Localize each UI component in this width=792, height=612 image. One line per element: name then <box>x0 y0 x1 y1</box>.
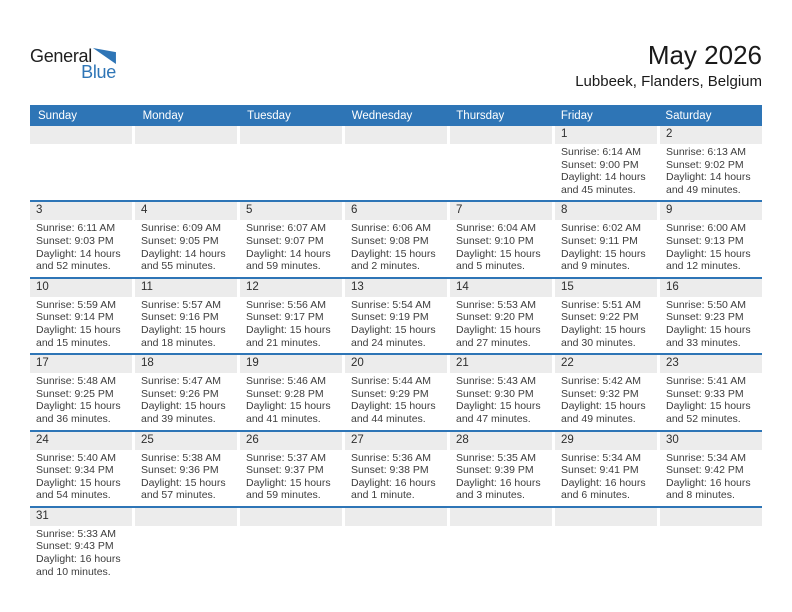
sunrise-text: Sunrise: 5:53 AM <box>456 298 536 311</box>
day-number: 31 <box>30 508 132 526</box>
day-cell <box>240 279 342 353</box>
daylight-text-line1: Daylight: 14 hours <box>246 247 331 260</box>
empty-day-cell <box>450 126 552 200</box>
sunrise-text: Sunrise: 5:34 AM <box>561 451 641 464</box>
day-number: 16 <box>660 279 762 297</box>
title-block <box>575 40 762 90</box>
day-cell <box>345 279 447 353</box>
sunrise-text: Sunrise: 5:35 AM <box>456 451 536 464</box>
day-cell <box>555 355 657 429</box>
daylight-text-line1: Daylight: 15 hours <box>666 323 751 336</box>
sunrise-text: Sunrise: 5:43 AM <box>456 375 536 388</box>
weekday-header-tuesday: Tuesday <box>247 109 291 122</box>
page-title: May 2026 <box>647 40 762 70</box>
empty-day-cell <box>240 126 342 200</box>
sunrise-text: Sunrise: 5:37 AM <box>246 451 326 464</box>
daylight-text-line2: and 54 minutes. <box>36 489 111 502</box>
day-cell <box>450 202 552 276</box>
daylight-text-line2: and 27 minutes. <box>456 336 531 349</box>
daylight-text-line2: and 41 minutes. <box>246 412 321 425</box>
day-number: 4 <box>135 202 237 220</box>
daylight-text-line1: Daylight: 15 hours <box>36 400 121 413</box>
day-details <box>30 220 132 276</box>
sunset-text: Sunset: 9:11 PM <box>561 234 638 247</box>
day-number: 6 <box>345 202 447 220</box>
sunrise-text: Sunrise: 5:47 AM <box>141 375 221 388</box>
day-details <box>660 373 762 429</box>
day-number: 7 <box>450 202 552 220</box>
daylight-text-line1: Daylight: 14 hours <box>36 247 121 260</box>
empty-day-cell <box>345 508 447 582</box>
day-details <box>135 373 237 429</box>
day-details <box>135 450 237 506</box>
daylight-text-line2: and 24 minutes. <box>351 336 426 349</box>
day-cell <box>240 355 342 429</box>
daylight-text-line1: Daylight: 14 hours <box>561 171 646 184</box>
daylight-text-line1: Daylight: 15 hours <box>351 400 436 413</box>
day-cell <box>450 279 552 353</box>
day-cell <box>660 355 762 429</box>
sunset-text: Sunset: 9:26 PM <box>141 387 219 400</box>
week-row <box>30 432 762 508</box>
day-number: 17 <box>30 355 132 373</box>
weekday-header-wednesday: Wednesday <box>351 109 413 122</box>
day-details <box>450 297 552 353</box>
day-cell <box>30 202 132 276</box>
sunrise-text: Sunrise: 6:09 AM <box>141 222 221 235</box>
sunrise-text: Sunrise: 6:11 AM <box>36 222 116 235</box>
sunrise-text: Sunrise: 5:40 AM <box>36 451 116 464</box>
sunset-text: Sunset: 9:03 PM <box>36 234 114 247</box>
daylight-text-line2: and 2 minutes. <box>351 260 420 273</box>
sunrise-text: Sunrise: 5:46 AM <box>246 375 326 388</box>
daylight-text-line2: and 45 minutes. <box>561 183 636 196</box>
sunset-text: Sunset: 9:30 PM <box>456 387 534 400</box>
sunset-text: Sunset: 9:19 PM <box>351 311 429 324</box>
daylight-text-line1: Daylight: 16 hours <box>351 476 436 489</box>
empty-day-cell <box>240 508 342 582</box>
sunrise-text: Sunrise: 6:06 AM <box>351 222 431 235</box>
day-cell <box>30 279 132 353</box>
daylight-text-line1: Daylight: 15 hours <box>246 476 331 489</box>
sunset-text: Sunset: 9:39 PM <box>456 464 534 477</box>
day-details <box>660 450 762 506</box>
sunset-text: Sunset: 9:07 PM <box>246 234 324 247</box>
day-number: 15 <box>555 279 657 297</box>
day-number <box>30 126 132 144</box>
day-details <box>660 220 762 276</box>
day-number: 20 <box>345 355 447 373</box>
daylight-text-line2: and 12 minutes. <box>666 260 741 273</box>
daylight-text-line2: and 52 minutes. <box>36 260 111 273</box>
daylight-text-line1: Daylight: 14 hours <box>666 171 751 184</box>
sunrise-text: Sunrise: 6:13 AM <box>666 146 746 158</box>
sunset-text: Sunset: 9:23 PM <box>666 311 744 324</box>
daylight-text-line1: Daylight: 16 hours <box>666 476 751 489</box>
day-details <box>450 373 552 429</box>
day-cell <box>555 126 657 200</box>
day-details <box>555 526 657 532</box>
day-number <box>555 508 657 526</box>
weekday-header-friday: Friday <box>560 109 593 122</box>
day-cell <box>450 355 552 429</box>
day-cell <box>30 355 132 429</box>
sunrise-text: Sunrise: 5:59 AM <box>36 298 116 311</box>
sunset-text: Sunset: 9:38 PM <box>351 464 429 477</box>
daylight-text-line1: Daylight: 16 hours <box>561 476 646 489</box>
day-cell <box>30 432 132 506</box>
sunrise-text: Sunrise: 5:48 AM <box>36 375 116 388</box>
day-number: 8 <box>555 202 657 220</box>
sunset-text: Sunset: 9:37 PM <box>246 464 324 477</box>
day-number: 14 <box>450 279 552 297</box>
sunset-text: Sunset: 9:22 PM <box>561 311 639 324</box>
day-number: 19 <box>240 355 342 373</box>
day-details <box>135 526 237 532</box>
day-details <box>30 526 132 582</box>
day-number: 25 <box>135 432 237 450</box>
daylight-text-line2: and 10 minutes. <box>36 565 111 578</box>
daylight-text-line2: and 5 minutes. <box>456 260 525 273</box>
daylight-text-line1: Daylight: 15 hours <box>141 323 226 336</box>
daylight-text-line1: Daylight: 15 hours <box>36 323 121 336</box>
empty-day-cell <box>135 126 237 200</box>
sunset-text: Sunset: 9:29 PM <box>351 387 429 400</box>
daylight-text-line2: and 30 minutes. <box>561 336 636 349</box>
day-details <box>240 450 342 506</box>
weekday-header-sunday: Sunday <box>38 109 78 122</box>
day-cell <box>345 202 447 276</box>
daylight-text-line1: Daylight: 15 hours <box>561 323 646 336</box>
weekday-header-saturday: Saturday <box>665 109 712 122</box>
daylight-text-line2: and 49 minutes. <box>561 412 636 425</box>
day-number: 26 <box>240 432 342 450</box>
daylight-text-line2: and 15 minutes. <box>36 336 111 349</box>
day-number: 18 <box>135 355 237 373</box>
sunset-text: Sunset: 9:00 PM <box>561 158 639 171</box>
sunset-text: Sunset: 9:41 PM <box>561 464 639 477</box>
sunrise-text: Sunrise: 5:42 AM <box>561 375 641 388</box>
sunset-text: Sunset: 9:02 PM <box>666 158 744 171</box>
weekday-header-monday: Monday <box>142 109 184 122</box>
sunset-text: Sunset: 9:05 PM <box>141 234 219 247</box>
week-row <box>30 202 762 278</box>
sunrise-text: Sunrise: 5:50 AM <box>666 298 746 311</box>
daylight-text-line1: Daylight: 15 hours <box>141 476 226 489</box>
daylight-text-line2: and 9 minutes. <box>561 260 630 273</box>
day-number: 3 <box>30 202 132 220</box>
sunrise-text: Sunrise: 5:36 AM <box>351 451 431 464</box>
sunrise-text: Sunrise: 6:04 AM <box>456 222 536 235</box>
page-header <box>30 40 762 98</box>
daylight-text-line2: and 44 minutes. <box>351 412 426 425</box>
weekday-header-row <box>30 105 762 126</box>
day-cell <box>345 355 447 429</box>
daylight-text-line2: and 3 minutes. <box>456 489 525 502</box>
day-number: 1 <box>555 126 657 144</box>
daylight-text-line1: Daylight: 15 hours <box>456 323 541 336</box>
sunset-text: Sunset: 9:13 PM <box>666 234 744 247</box>
empty-day-cell <box>30 126 132 200</box>
empty-day-cell <box>135 508 237 582</box>
day-details <box>135 297 237 353</box>
daylight-text-line2: and 52 minutes. <box>666 412 741 425</box>
daylight-text-line1: Daylight: 16 hours <box>36 553 121 566</box>
week-row <box>30 126 762 202</box>
day-number <box>240 126 342 144</box>
day-details <box>135 220 237 276</box>
day-details <box>555 297 657 353</box>
day-number: 29 <box>555 432 657 450</box>
sunset-text: Sunset: 9:32 PM <box>561 387 639 400</box>
sunset-text: Sunset: 9:42 PM <box>666 464 744 477</box>
sunrise-text: Sunrise: 6:02 AM <box>561 222 641 235</box>
week-row <box>30 355 762 431</box>
day-number <box>135 126 237 144</box>
daylight-text-line2: and 57 minutes. <box>141 489 216 502</box>
day-details <box>555 144 657 200</box>
day-cell <box>660 432 762 506</box>
daylight-text-line1: Daylight: 15 hours <box>36 476 121 489</box>
day-number <box>135 508 237 526</box>
day-details <box>30 144 132 150</box>
logo-text-blue: Blue <box>81 62 116 82</box>
daylight-text-line1: Daylight: 15 hours <box>141 400 226 413</box>
empty-day-cell <box>450 508 552 582</box>
day-number <box>450 508 552 526</box>
day-number: 23 <box>660 355 762 373</box>
day-details <box>240 144 342 150</box>
day-number: 2 <box>660 126 762 144</box>
day-details <box>450 526 552 532</box>
day-number: 13 <box>345 279 447 297</box>
week-row <box>30 279 762 355</box>
day-cell <box>660 126 762 200</box>
sunset-text: Sunset: 9:34 PM <box>36 464 114 477</box>
day-details <box>345 144 447 150</box>
day-details <box>240 373 342 429</box>
daylight-text-line1: Daylight: 16 hours <box>456 476 541 489</box>
sunset-text: Sunset: 9:17 PM <box>246 311 324 324</box>
sunset-text: Sunset: 9:33 PM <box>666 387 744 400</box>
week-row <box>30 508 762 582</box>
sunrise-text: Sunrise: 5:33 AM <box>36 527 116 540</box>
empty-day-cell <box>555 508 657 582</box>
daylight-text-line2: and 1 minute. <box>351 489 415 502</box>
day-cell <box>240 202 342 276</box>
day-details <box>30 450 132 506</box>
daylight-text-line2: and 8 minutes. <box>666 489 735 502</box>
day-cell <box>345 432 447 506</box>
day-details <box>660 297 762 353</box>
day-cell <box>240 432 342 506</box>
daylight-text-line1: Daylight: 15 hours <box>666 400 751 413</box>
day-number <box>345 126 447 144</box>
sunrise-text: Sunrise: 6:00 AM <box>666 222 746 235</box>
day-cell <box>660 279 762 353</box>
day-details <box>450 144 552 150</box>
day-number <box>240 508 342 526</box>
daylight-text-line2: and 59 minutes. <box>246 260 321 273</box>
day-number: 10 <box>30 279 132 297</box>
sunrise-text: Sunrise: 6:14 AM <box>561 146 641 158</box>
day-number: 11 <box>135 279 237 297</box>
day-number: 9 <box>660 202 762 220</box>
daylight-text-line2: and 33 minutes. <box>666 336 741 349</box>
day-details <box>240 526 342 532</box>
day-details <box>555 450 657 506</box>
day-cell <box>30 508 132 582</box>
day-cell <box>555 202 657 276</box>
daylight-text-line1: Daylight: 15 hours <box>351 247 436 260</box>
day-cell <box>135 202 237 276</box>
sunset-text: Sunset: 9:20 PM <box>456 311 534 324</box>
day-number <box>660 508 762 526</box>
day-cell <box>555 432 657 506</box>
day-details <box>345 220 447 276</box>
daylight-text-line1: Daylight: 15 hours <box>561 247 646 260</box>
day-number: 28 <box>450 432 552 450</box>
day-details <box>135 144 237 150</box>
daylight-text-line2: and 49 minutes. <box>666 183 741 196</box>
page-subtitle: Lubbeek, Flanders, Belgium <box>575 73 762 90</box>
day-cell <box>555 279 657 353</box>
day-details <box>345 297 447 353</box>
day-details <box>30 373 132 429</box>
empty-day-cell <box>345 126 447 200</box>
day-number: 21 <box>450 355 552 373</box>
day-number: 12 <box>240 279 342 297</box>
weekday-header-thursday: Thursday <box>456 109 505 122</box>
daylight-text-line1: Daylight: 15 hours <box>561 400 646 413</box>
day-details <box>345 373 447 429</box>
day-details <box>660 144 762 200</box>
daylight-text-line1: Daylight: 15 hours <box>246 323 331 336</box>
day-details <box>450 220 552 276</box>
day-details <box>555 220 657 276</box>
day-cell <box>135 355 237 429</box>
day-details <box>555 373 657 429</box>
daylight-text-line2: and 18 minutes. <box>141 336 216 349</box>
daylight-text-line2: and 39 minutes. <box>141 412 216 425</box>
sunset-text: Sunset: 9:10 PM <box>456 234 534 247</box>
empty-day-cell <box>660 508 762 582</box>
day-details <box>345 526 447 532</box>
sunset-text: Sunset: 9:16 PM <box>141 311 219 324</box>
daylight-text-line2: and 6 minutes. <box>561 489 630 502</box>
general-blue-logo <box>30 46 116 83</box>
sunset-text: Sunset: 9:36 PM <box>141 464 219 477</box>
day-details <box>345 450 447 506</box>
daylight-text-line1: Daylight: 15 hours <box>666 247 751 260</box>
sunset-text: Sunset: 9:14 PM <box>36 311 114 324</box>
daylight-text-line1: Daylight: 15 hours <box>246 400 331 413</box>
day-details <box>30 297 132 353</box>
sunrise-text: Sunrise: 5:34 AM <box>666 451 746 464</box>
day-number: 5 <box>240 202 342 220</box>
logo-text-general: General <box>30 46 92 66</box>
day-cell <box>450 432 552 506</box>
day-details <box>240 297 342 353</box>
day-number <box>345 508 447 526</box>
calendar-grid <box>30 126 762 582</box>
day-number: 30 <box>660 432 762 450</box>
daylight-text-line2: and 59 minutes. <box>246 489 321 502</box>
sunrise-text: Sunrise: 5:41 AM <box>666 375 746 388</box>
day-cell <box>135 279 237 353</box>
daylight-text-line1: Daylight: 15 hours <box>351 323 436 336</box>
day-details <box>240 220 342 276</box>
day-number: 27 <box>345 432 447 450</box>
sunrise-text: Sunrise: 5:54 AM <box>351 298 431 311</box>
day-number: 24 <box>30 432 132 450</box>
sunset-text: Sunset: 9:43 PM <box>36 540 114 553</box>
day-cell <box>135 432 237 506</box>
sunrise-text: Sunrise: 5:44 AM <box>351 375 431 388</box>
sunset-text: Sunset: 9:25 PM <box>36 387 114 400</box>
sunrise-text: Sunrise: 5:56 AM <box>246 298 326 311</box>
daylight-text-line2: and 21 minutes. <box>246 336 321 349</box>
day-details <box>660 526 762 532</box>
daylight-text-line2: and 55 minutes. <box>141 260 216 273</box>
sunset-text: Sunset: 9:28 PM <box>246 387 324 400</box>
sunset-text: Sunset: 9:08 PM <box>351 234 429 247</box>
sunrise-text: Sunrise: 5:51 AM <box>561 298 641 311</box>
daylight-text-line1: Daylight: 15 hours <box>456 400 541 413</box>
daylight-text-line2: and 47 minutes. <box>456 412 531 425</box>
day-number: 22 <box>555 355 657 373</box>
daylight-text-line1: Daylight: 14 hours <box>141 247 226 260</box>
sunrise-text: Sunrise: 6:07 AM <box>246 222 326 235</box>
sunrise-text: Sunrise: 5:57 AM <box>141 298 221 311</box>
day-cell <box>660 202 762 276</box>
day-number <box>450 126 552 144</box>
daylight-text-line1: Daylight: 15 hours <box>456 247 541 260</box>
daylight-text-line2: and 36 minutes. <box>36 412 111 425</box>
day-details <box>450 450 552 506</box>
sunrise-text: Sunrise: 5:38 AM <box>141 451 221 464</box>
